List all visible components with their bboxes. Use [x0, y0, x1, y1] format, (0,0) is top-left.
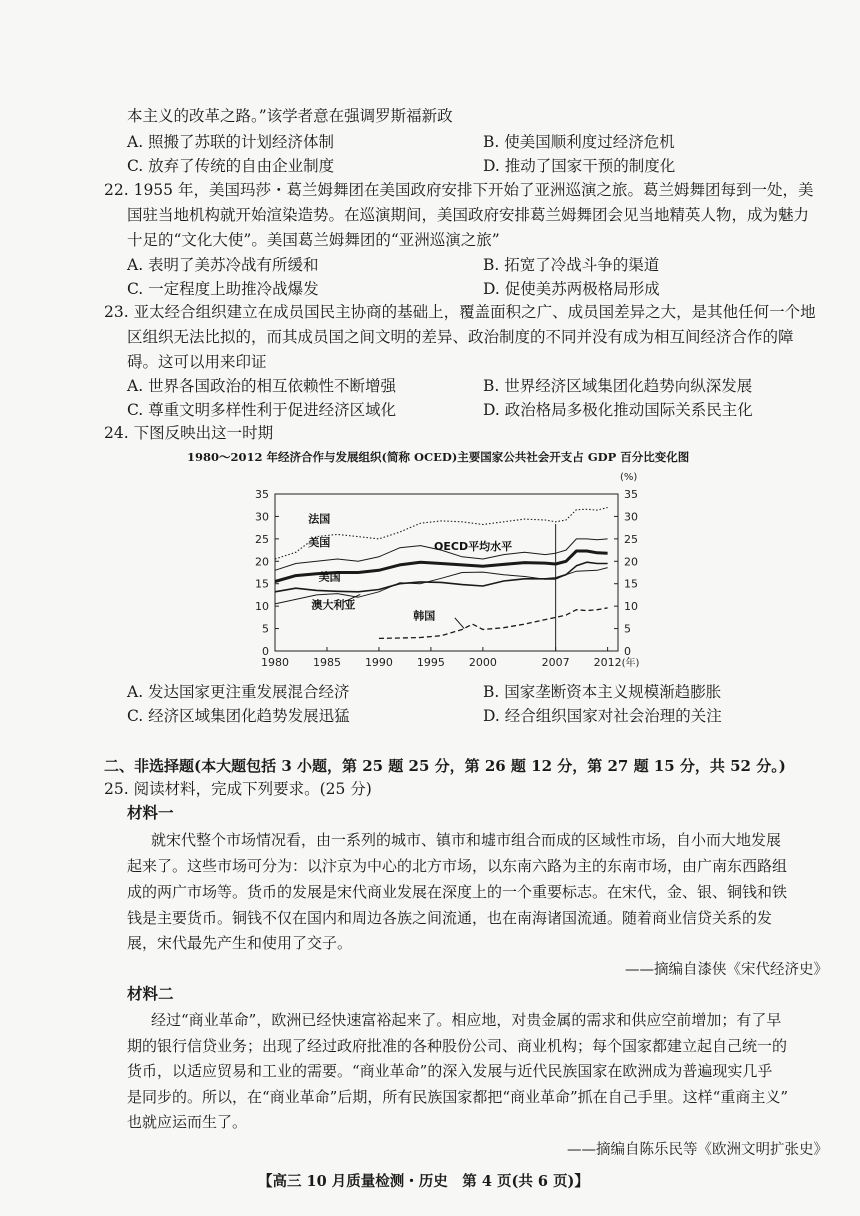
y-tick-label-right: 15: [624, 577, 638, 591]
y-tick-label-left: 10: [255, 600, 269, 614]
korea-leader-line: [455, 618, 464, 629]
y-tick-label-left: 25: [255, 532, 269, 546]
y-tick-label-left: 20: [255, 555, 269, 569]
q22-option-c[interactable]: C. 一定程度上助推冷战爆发: [127, 280, 319, 298]
y-tick-label-left: 35: [255, 488, 269, 501]
q21-option-c[interactable]: C. 放弃了传统的自由企业制度: [127, 157, 335, 175]
q21-option-d[interactable]: D. 推动了国家干预的制度化: [483, 157, 676, 175]
y-tick-label-right: 10: [624, 600, 638, 614]
label-usa-lower: 美国: [318, 570, 341, 584]
x-tick-label: 2007: [541, 656, 570, 669]
label-korea: 韩国: [413, 609, 436, 623]
q22-stem-line-3: 十足的“文化大使”。美国葛兰姆舞团的“亚洲巡演之旅”: [127, 231, 500, 249]
material2-title: 材料二: [127, 984, 174, 1003]
y-unit-label: (%): [620, 472, 638, 483]
q22-option-d[interactable]: D. 促使美苏两极格局形成: [483, 280, 660, 298]
q21-option-b[interactable]: B. 使美国顺利度过经济危机: [483, 133, 675, 151]
y-tick-label-right: 0: [624, 645, 631, 658]
material1-line-3: 成的两广市场等。货币的发展是宋代商业发展在深度上的一个重要标志。在宋代，金、银、铜钱和铁: [127, 883, 788, 901]
q23-option-d[interactable]: D. 政治格局多极化推动国际关系民主化: [483, 401, 753, 419]
material1-source: ——摘编自漆侠《宋代经济史》: [625, 962, 828, 978]
x-tick-label: 1995: [416, 656, 445, 669]
q22-stem-line-2: 国驻当地机构就开始渲染造势。在巡演期间，美国政府安排葛兰姆舞团会见当地精英人物，成为魅力: [127, 206, 810, 224]
label-france: 法国: [308, 512, 331, 526]
label-oecd-average: OECD平均水平: [434, 540, 513, 554]
material2-line-5: 也就应运而生了。: [127, 1113, 248, 1131]
material1-line-5: 展，宋代最先产生和使用了交子。: [127, 934, 353, 952]
y-tick-label-right: 20: [624, 555, 638, 569]
q24-option-d[interactable]: D. 经合组织国家对社会治理的关注: [483, 707, 722, 725]
q25-stem: 25. 阅读材料，完成下列要求。(25 分): [104, 780, 372, 798]
y-tick-label-left: 15: [255, 577, 269, 591]
q21-option-a[interactable]: A. 照搬了苏联的计划经济体制: [127, 133, 335, 151]
label-australia: 澳大利亚: [311, 598, 356, 612]
material2-line-2: 期的银行信贷业务；出现了经过政府批准的各种股份公司、商业机构；每个国家都建立起自己统一的: [127, 1037, 788, 1055]
q24-option-b[interactable]: B. 国家垄断资本主义规模渐趋膨胀: [483, 683, 722, 701]
q23-option-b[interactable]: B. 世界经济区域集团化趋势向纵深发展: [483, 377, 753, 395]
q23-stem-line-3: 碍。这可以用来印证: [127, 353, 267, 371]
q22-stem-line-1: 22. 1955 年，美国玛莎・葛兰姆舞团在美国政府安排下开始了亚洲巡演之旅。葛兰姆舞团每到一处，美: [104, 181, 814, 199]
x-tick-label: 1990: [364, 656, 393, 669]
label-usa-upper: 美国: [308, 536, 331, 550]
q21-stem-tail: 本主义的改革之路。”该学者意在强调罗斯福新政: [127, 107, 453, 125]
q23-stem-line-2: 区组织无法比拟的，而其成员国之间文明的差异、政治制度的不同并没有成为相互间经济合作的障: [127, 328, 794, 346]
x-tick-label: 2000: [468, 656, 497, 669]
part2-header: 二、非选择题(本大题包括 3 小题，第 25 题 25 分，第 26 题 12 分，第 27 题 15 分，共 52 分。): [104, 757, 786, 775]
q23-stem-line-1: 23. 亚太经合组织建立在成员国民主协商的基础上，覆盖面积之广、成员国差异之大，是其他任何一个地: [104, 303, 816, 321]
q23-option-c[interactable]: C. 尊重文明多样性利于促进经济区域化: [127, 401, 397, 419]
y-tick-label-right: 30: [624, 510, 638, 524]
y-tick-label-right: 35: [624, 488, 638, 501]
q22-option-a[interactable]: A. 表明了美苏冷战有所缓和: [127, 256, 319, 274]
material2-source: ——摘编自陈乐民等《欧洲文明扩张史》: [567, 1142, 828, 1158]
q22-option-b[interactable]: B. 拓宽了冷战斗争的渠道: [483, 256, 660, 274]
x-tick-label: 2012: [593, 656, 622, 669]
material1-line-4: 钱是主要货币。铜钱不仅在国内和周边各族之间流通，也在南海诸国流通。随着商业信贷关系的发: [127, 909, 773, 927]
material1-line-2: 起来了。这些市场可分为：以汴京为中心的北方市场，以东南六路为主的东南市场，由广南东西路组: [127, 857, 788, 875]
q24-option-c[interactable]: C. 经济区域集团化趋势发展迅猛: [127, 707, 350, 725]
q23-option-a[interactable]: A. 世界各国政治的相互依赖性不断增强: [127, 377, 397, 395]
material2-line-1: 经过“商业革命”，欧洲已经快速富裕起来了。相应地，对贵金属的需求和供应空前增加；有了早: [151, 1011, 782, 1029]
x-unit-label: (年): [621, 658, 640, 669]
q24-stem: 24. 下图反映出这一时期: [104, 424, 274, 442]
page-footer: 【高三 10 月质量检测・历史 第 4 页(共 6 页)】: [258, 1173, 589, 1190]
material1-title: 材料一: [127, 803, 174, 822]
y-tick-label-left: 30: [255, 510, 269, 524]
x-tick-label: 1980: [261, 656, 289, 669]
social-spending-chart: [225, 466, 665, 678]
chart-labels: [308, 512, 512, 629]
y-tick-label-left: 0: [262, 645, 269, 658]
x-tick-label: 1985: [312, 656, 341, 669]
y-tick-label-right: 25: [624, 532, 638, 546]
material2-line-4: 是同步的。所以，在“商业革命”后期，所有民族国家都把“商业革命”抓在自己手里。这样“重商主义”: [127, 1088, 789, 1106]
q24-option-a[interactable]: A. 发达国家更注重发展混合经济: [127, 683, 350, 701]
material2-line-3: 货币，以适应贸易和工业的需要。“商业革命”的深入发展与近代民族国家在欧洲成为普遍现实几乎: [127, 1062, 773, 1080]
y-tick-label-right: 5: [624, 622, 631, 636]
y-tick-label-left: 5: [262, 622, 269, 636]
material1-line-1: 就宋代整个市场情况看，由一系列的城市、镇市和墟市组合而成的区域性市场，自小而大地发展: [151, 831, 782, 849]
chart-title: 1980～2012 年经济合作与发展组织(简称 OCED)主要国家公共社会开支占 GDP 百分比变化图: [187, 450, 690, 464]
